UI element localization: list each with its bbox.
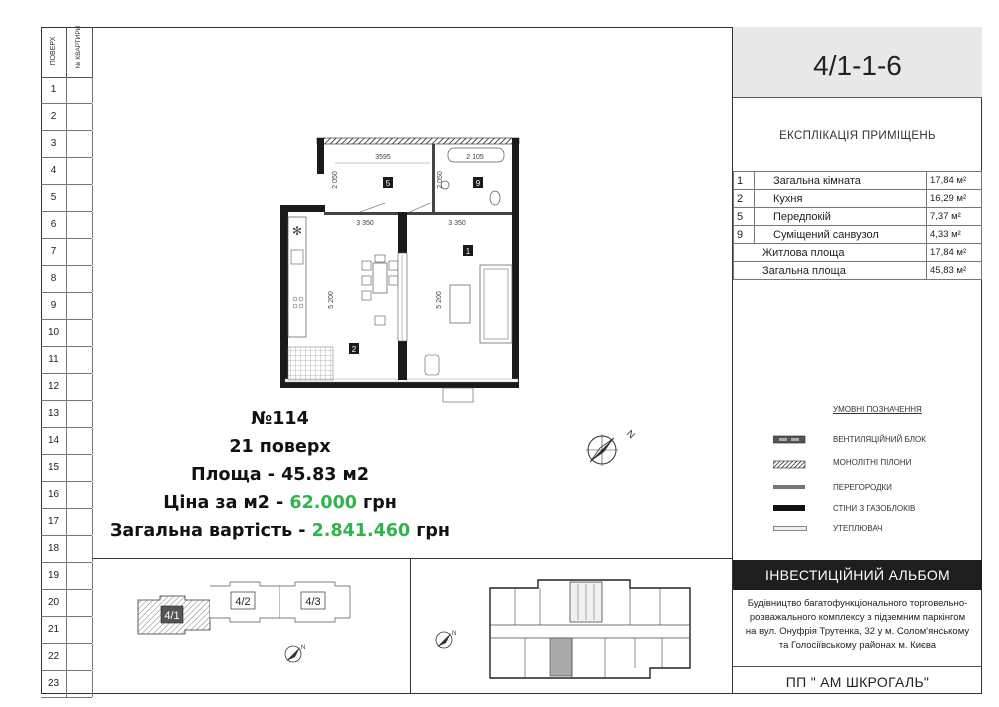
apartment-cell <box>66 320 93 346</box>
apartment-cell <box>66 482 93 508</box>
partition-symbol <box>773 485 805 489</box>
floor-number: 14 <box>41 428 67 454</box>
key-compass-icon <box>436 631 456 648</box>
site-compass-icon <box>285 645 305 662</box>
apartment-cell <box>66 212 93 238</box>
apartment-cell <box>66 644 93 670</box>
floor-table-header <box>41 27 92 78</box>
floor-number: 5 <box>41 185 67 211</box>
explication-title: ЕКСПЛІКАЦІЯ ПРИМІЩЕНЬ <box>779 130 936 142</box>
floor-row <box>41 644 92 671</box>
compass-letter: N <box>623 428 637 442</box>
floor-row <box>41 482 92 509</box>
floor-row <box>41 563 92 590</box>
dim-kitchen-length: 5 200 <box>328 291 335 309</box>
room-area: 16,29 м² <box>927 190 982 208</box>
apartment-total: Загальна вартість - 2.841.460 грн <box>109 521 451 541</box>
dim-hall-height: 2 050 <box>332 171 339 189</box>
company-name: ПП " АМ ШКРОГАЛЬ" <box>733 666 982 695</box>
floor-number: 12 <box>41 374 67 400</box>
dim-kitchen-width: 3 350 <box>356 220 374 227</box>
floor-number: 6 <box>41 212 67 238</box>
room-number: 2 <box>734 190 755 208</box>
room-name: Загальна кімната <box>755 172 927 190</box>
apartment-cell <box>66 374 93 400</box>
apartment-cell <box>66 671 93 697</box>
floor-row <box>41 77 92 104</box>
pylon-symbol <box>773 459 808 469</box>
floor-number: 7 <box>41 239 67 265</box>
apartment-number: №114 <box>251 409 309 429</box>
apartment-cell <box>66 131 93 157</box>
legend-vent: ВЕНТИЛЯЦІЙНИЙ БЛОК <box>833 435 926 444</box>
floor-number: 20 <box>41 590 67 616</box>
floor-row <box>41 239 92 266</box>
apartment-cell <box>66 617 93 643</box>
dim-room-length: 5 200 <box>436 291 443 309</box>
gasblock-wall-symbol <box>773 505 805 511</box>
apartment-area: Площа - 45.83 м2 <box>190 465 370 485</box>
apartment-cell <box>66 536 93 562</box>
apartment-info <box>95 405 465 545</box>
floor-key-plan <box>430 570 725 688</box>
room-row <box>734 190 982 208</box>
apartment-column-header: № КВАРТИРИ <box>75 25 82 69</box>
floor-number: 15 <box>41 455 67 481</box>
floor-table <box>41 27 92 694</box>
apartment-cell <box>66 347 93 373</box>
floor-number: 17 <box>41 509 67 535</box>
dim-top-right: 2 105 <box>466 154 484 161</box>
legend-gasblock: СТІНИ З ГАЗОБЛОКІВ <box>833 504 916 513</box>
floor-row <box>41 671 92 698</box>
room-number: 1 <box>734 172 755 190</box>
floor-row <box>41 428 92 455</box>
apartment-cell <box>66 563 93 589</box>
legend-partitions: ПЕРЕГОРОДКИ <box>833 483 892 492</box>
floor-number: 10 <box>41 320 67 346</box>
floor-number: 21 <box>41 617 67 643</box>
apartment-code: 4/1-1-6 <box>733 27 982 98</box>
plan-room-9: 9 <box>475 179 481 188</box>
floor-number: 13 <box>41 401 67 427</box>
floor-number: 9 <box>41 293 67 319</box>
floor-number: 19 <box>41 563 67 589</box>
floor-row <box>41 374 92 401</box>
floor-number: 3 <box>41 131 67 157</box>
room-row <box>734 172 982 190</box>
floor-row <box>41 158 92 185</box>
apartment-cell <box>66 266 93 292</box>
plan-room-5: 5 <box>385 179 391 188</box>
room-number: 9 <box>734 226 755 244</box>
floor-row <box>41 320 92 347</box>
apartment-cell <box>66 401 93 427</box>
floor-row <box>41 536 92 563</box>
room-row <box>734 208 982 226</box>
room-number: 5 <box>734 208 755 226</box>
room-area: 4,33 м² <box>927 226 982 244</box>
apartment-cell <box>66 239 93 265</box>
floor-column-header: ПОВЕРХ <box>50 36 57 66</box>
plan-room-2: 2 <box>351 345 357 354</box>
svg-text:N: N <box>301 645 306 651</box>
apartment-cell <box>66 455 93 481</box>
apartment-cell <box>66 293 93 319</box>
vent-block-symbol <box>773 434 808 444</box>
plan-room-1: 1 <box>465 247 471 256</box>
apartment-cell <box>66 158 93 184</box>
room-name: Передпокій <box>755 208 927 226</box>
floor-number: 11 <box>41 347 67 373</box>
floor-row <box>41 401 92 428</box>
apartment-cell <box>66 428 93 454</box>
room-area: 7,37 м² <box>927 208 982 226</box>
room-name: Суміщений санвузол <box>755 226 927 244</box>
apartment-cell <box>66 77 93 103</box>
project-description: Будівництво багатофункціонального торговельно- розважального комплексу з підземним паркінгом на вул. Онуфрія Трутенка, 32 у м. Солом'янському та Голосіївському районах м. Києва <box>745 598 970 651</box>
apartment-price: Ціна за м2 - 62.000 грн <box>163 493 397 513</box>
floor-row <box>41 590 92 617</box>
room-name: Кухня <box>755 190 927 208</box>
apartment-cell <box>66 509 93 535</box>
floor-number: 2 <box>41 104 67 130</box>
room-area: 17,84 м² <box>927 172 982 190</box>
section-4-1: 4/1 <box>164 610 180 622</box>
room-row <box>734 226 982 244</box>
dim-room-width: 3 350 <box>448 220 466 227</box>
section-4-3: 4/3 <box>305 596 321 608</box>
floor-number: 22 <box>41 644 67 670</box>
dim-top-left: 3595 <box>375 154 391 161</box>
floor-number: 8 <box>41 266 67 292</box>
apartment-cell <box>66 104 93 130</box>
floor-row <box>41 131 92 158</box>
floor-row <box>41 509 92 536</box>
floor-number: 4 <box>41 158 67 184</box>
total-area-row: Загальна площа 45,83 м² <box>734 262 982 280</box>
svg-text:N: N <box>452 631 457 637</box>
explication-table <box>733 171 982 280</box>
apartment-floor: 21 поверх <box>229 437 331 457</box>
section-4-2: 4/2 <box>235 596 251 608</box>
site-sections-plan <box>135 578 365 678</box>
dim-bath-height: 2 050 <box>437 171 444 189</box>
svg-text:✻: ✻ <box>292 224 303 238</box>
floor-row <box>41 185 92 212</box>
floor-number: 23 <box>41 671 67 697</box>
floor-row <box>41 347 92 374</box>
apartment-cell <box>66 185 93 211</box>
floor-row <box>41 293 92 320</box>
legend-pylons: МОНОЛІТНІ ПІЛОНИ <box>833 458 912 467</box>
legend-insulation: УТЕПЛЮВАЧ <box>833 524 883 533</box>
floor-row <box>41 104 92 131</box>
floor-row <box>41 617 92 644</box>
apartment-floor-plan <box>265 135 525 410</box>
living-area-row: Житлова площа 17,84 м² <box>734 244 982 262</box>
title-block <box>732 27 982 694</box>
floor-row <box>41 455 92 482</box>
floor-row <box>41 266 92 293</box>
album-title: ІНВЕСТИЦІЙНИЙ АЛЬБОМ <box>733 560 982 590</box>
floor-number: 1 <box>41 77 67 103</box>
insulation-symbol <box>773 526 807 531</box>
floor-row <box>41 212 92 239</box>
compass-icon <box>578 418 638 473</box>
floor-number: 18 <box>41 536 67 562</box>
legend-title: УМОВНІ ПОЗНАЧЕННЯ <box>833 405 922 414</box>
floor-number: 16 <box>41 482 67 508</box>
apartment-cell <box>66 590 93 616</box>
